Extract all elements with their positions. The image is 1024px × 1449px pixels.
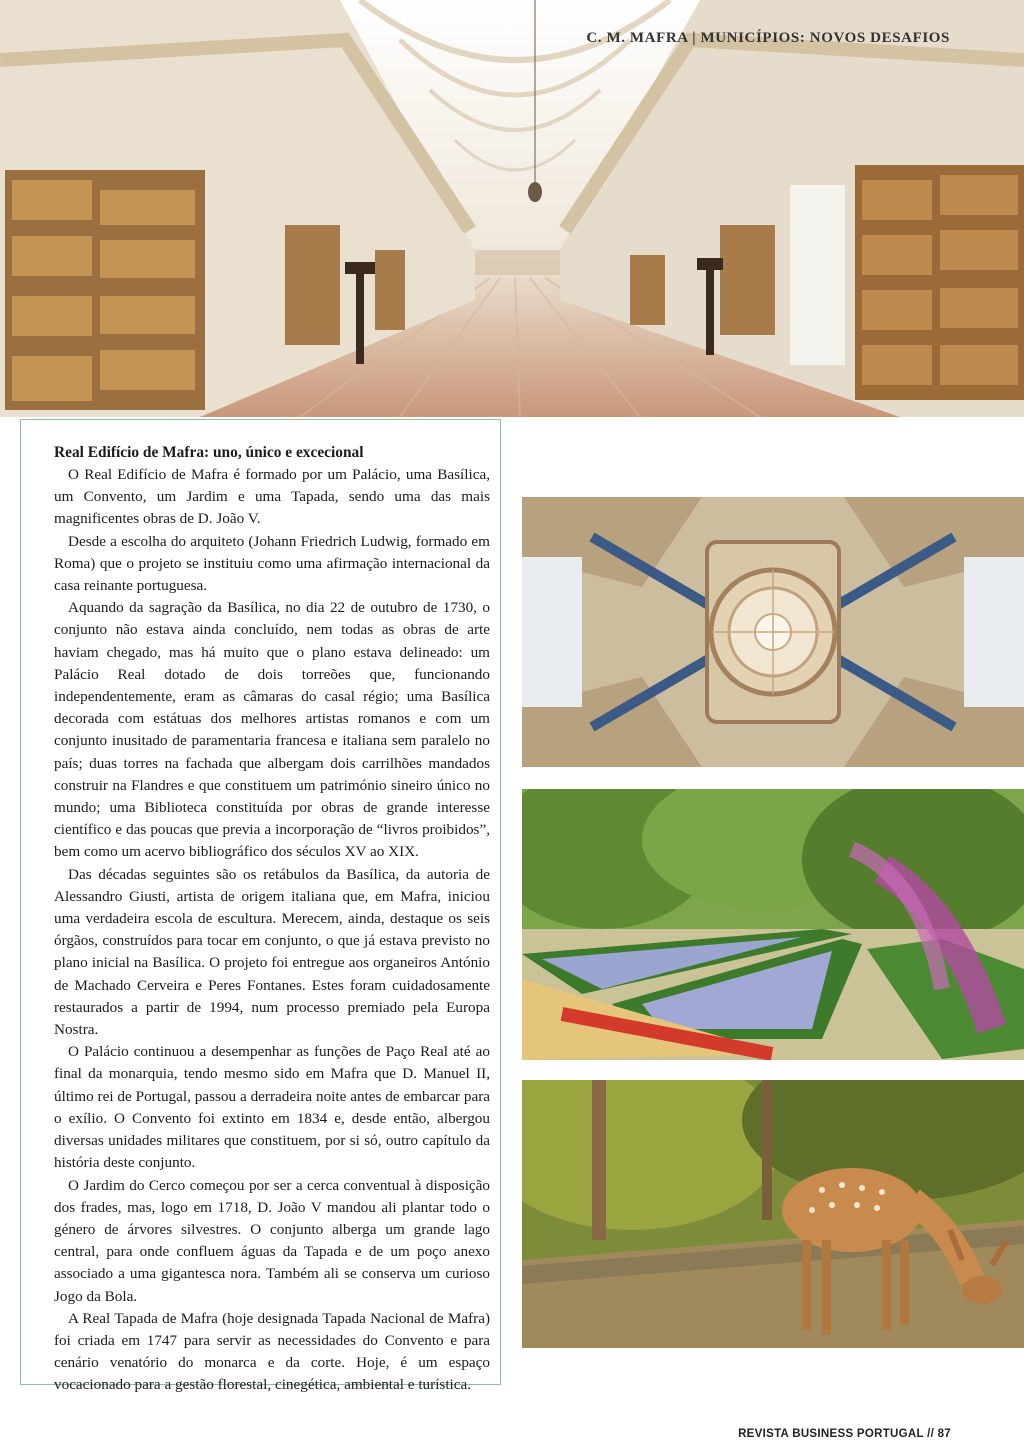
library-hero-photo [0,0,1024,417]
deer-illustration [522,1080,1024,1348]
deer-photo [522,1080,1024,1348]
garden-photo [522,789,1024,1060]
section-running-header: C. M. MAFRA | MUNICÍPIOS: NOVOS DESAFIOS [586,30,950,46]
article-paragraph-7: A Real Tapada de Mafra (hoje designada Tapada Nacional de Mafra) foi criada em 1747 para servir as necessidades do Convento e para cenário venatório do monarca e da corte. Hoje, é um espaço vocacionado para a gestão florestal, cinegética, ambiental e turística. [54,1309,490,1394]
library-illustration [0,0,1024,417]
article-paragraph-4: Das décadas seguintes são os retábulos da Basílica, da autoria de Alessandro Giusti, artista de origem italiana que, em Mafra, iniciou uma verdadeira escola de escultura. Merecem, ainda, destaque os seis órgãos, construídos para tocar em conjunto, o que já estava previsto no plano inicial na Basílica. O projeto foi entregue aos organeiros António de Machado Cerveira e Peres Fontanes. Estes foram cuidadosamente restaurados a partir de 1994, num processo premiado pela Europa Nostra. [54,865,490,1039]
article-paragraph-5: O Palácio continuou a desempenhar as funções de Paço Real até ao final da monarquia, tendo mesmo sido em Mafra que D. Manuel II, último rei de Portugal, passou a derradeira noite antes de embarcar para o exílio. O Convento foi extinto em 1834 e, desde então, albergou diversas unidades militares que constituem, por si só, outro capítulo da história deste conjunto. [54,1043,490,1172]
article-box [20,419,501,1394]
garden-illustration [522,789,1024,1060]
page-footer: REVISTA BUSINESS PORTUGAL // 87 [738,1428,951,1440]
article-body [54,442,490,1397]
article-title: Real Edifício de Mafra: uno, único e excecional [54,444,364,461]
article-paragraph-2: Desde a escolha do arquiteto (Johann Friedrich Ludwig, formado em Roma) que o projeto se instituiu como uma afirmação internacional da casa reinante portuguesa. [54,532,490,595]
ceiling-illustration [522,497,1024,767]
article-paragraph-3: Aquando da sagração da Basílica, no dia 22 de outubro de 1730, o conjunto não estava ainda concluído, nem todas as obras de arte haviam chegado, mas há muito que o plano estava delineado: um Palácio Real dotado de dois torreões que, funcionando independentemente, eram as câmaras do casal régio; uma Basílica decorada com estátuas dos melhores artistas romanos e com um conjunto inusitado de paramentaria francesa e italiana sem paralelo no país; duas torres na fachada que albergam dois carrilhões mandados construir na Flandres e que constituem um património sineiro único no mundo; uma Biblioteca constituída por obras de grande interesse científico e das poucas que previa a incorporação de “livros proibidos”, bem como um acervo bibliográfico dos séculos XV ao XIX. [54,599,490,861]
article-paragraph-1: O Real Edifício de Mafra é formado por um Palácio, uma Basílica, um Convento, um Jardim e uma Tapada, sendo uma das mais magnificentes obras de D. João V. [54,466,490,528]
basilica-ceiling-photo [522,497,1024,767]
article-paragraph-6: O Jardim do Cerco começou por ser a cerca conventual à disposição dos frades, mas, logo em 1718, D. João V mandou ali plantar todo o género de árvores silvestres. O conjunto alberga um grande lago central, para onde confluem águas da Tapada e de um poço anexo associado a uma gigantesca nora. Também ali se conserva um curioso Jogo da Bola. [54,1176,490,1305]
